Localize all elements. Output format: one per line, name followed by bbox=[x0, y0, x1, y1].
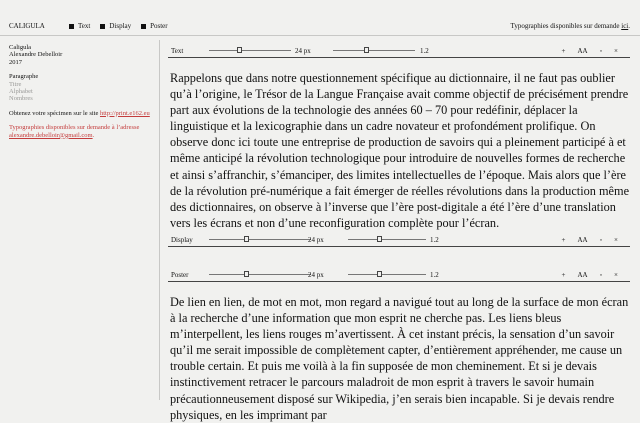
control-bar bbox=[168, 234, 630, 247]
size-value: 24 px bbox=[295, 47, 311, 55]
availability-text: Typographies disponibles sur demande bbox=[510, 22, 620, 30]
leading-slider[interactable] bbox=[333, 50, 415, 51]
specimen-text-area[interactable]: De lien en lien, de mot en mot, mon regard a navigué tout au long de la surface de mon écran à la recherche d’une information que mon esprit ne cherche pas. Les liens bleus m’interpellent, les liens rouges m’avertissent. À cet instant précis, la sensation d’un savoir qu’il me serait impossible de complètement capter, d’entièrement appréhender, me cause un trouble certain. Et puis me voilà à la fin supposée de mon cheminement. Et si je devais instinctivement retracer le parcours maladroit de mon esprit à travers le savoir humain précautionneusement disposé sur Wikipedia, j’en serais bien incapable. Si je devais rendre physiques, en les imprimant par bbox=[170, 295, 629, 422]
leading-slider[interactable] bbox=[348, 274, 426, 275]
slider-knob[interactable] bbox=[244, 236, 249, 242]
request-text: Typographies disponibles sur demande à l’adresse bbox=[9, 124, 140, 132]
availability-note bbox=[511, 23, 630, 30]
nav-item-label: Display bbox=[109, 22, 132, 30]
email-end: . bbox=[92, 131, 95, 139]
square-icon bbox=[141, 24, 146, 29]
style-item-title[interactable]: Titre bbox=[9, 80, 22, 88]
font-year: 2017 bbox=[9, 58, 22, 66]
availability-link[interactable]: ici bbox=[621, 22, 629, 30]
font-name: Caligula bbox=[9, 44, 32, 51]
leading-slider[interactable] bbox=[348, 239, 426, 240]
control-bar bbox=[168, 45, 630, 58]
leading-value: 1.2 bbox=[430, 271, 439, 279]
availability-end: . bbox=[628, 22, 630, 30]
panel-tools bbox=[561, 45, 618, 57]
column-divider bbox=[159, 40, 160, 400]
style-list bbox=[9, 73, 154, 103]
specimen-link[interactable]: http://print.e162.eu bbox=[99, 109, 150, 117]
style-item-alphabet[interactable]: Alphabet bbox=[9, 88, 33, 96]
control-bar bbox=[168, 269, 630, 282]
case-icon[interactable]: AA bbox=[577, 271, 588, 279]
add-icon[interactable]: + bbox=[561, 47, 566, 55]
panel-tools bbox=[561, 234, 618, 246]
close-icon[interactable]: × bbox=[614, 271, 618, 279]
specimen-note bbox=[9, 110, 154, 117]
specimen-text: Obtenez votre spécimen sur le site bbox=[9, 109, 99, 117]
panel-label: Poster bbox=[171, 271, 189, 279]
add-icon[interactable]: + bbox=[561, 271, 566, 279]
specimen-text-area[interactable]: Rappelons que dans notre questionnement spécifique au dictionnaire, il ne faut pas oublier qu’à l’origine, le Trésor de la Langue Française avait comme objectif de précisément prendre part aux évolutions de la technologie des années 60 – 70 pour redéfinir, déplacer la linguistique et la lexicographie dans un cadre novateur et profondément prolifique. On observe donc ici toute une entreprise de production de savoirs qui a pleinement participé à et même anticipé la révolution technologique pour introduire de nouvelles formes de recherche et ainsi s’affranchir, s’émanciper, des limites intellectuelles de l’époque. Mais alors que l’ère de la révolution pré-numérique a fait émerger de réelles révolutions dans la production même des dictionnaires, on observe à l’inverse que l’ère post-digitale a été l’ère d’une translation vers les écrans et non d’une reconfiguration complète pour l’écran. bbox=[170, 71, 630, 230]
style-icon[interactable]: ◦ bbox=[599, 271, 603, 279]
close-icon[interactable]: × bbox=[614, 47, 618, 55]
email-link[interactable]: alexandre.debelloir@gmail.com bbox=[9, 131, 93, 139]
panel-tools bbox=[561, 269, 618, 281]
add-icon[interactable]: + bbox=[561, 236, 566, 244]
square-icon bbox=[69, 24, 74, 29]
size-slider[interactable] bbox=[209, 239, 311, 240]
style-icon[interactable]: ◦ bbox=[599, 47, 603, 55]
nav-item-poster[interactable] bbox=[141, 23, 168, 30]
style-item-paragraph[interactable]: Paragraphe bbox=[9, 73, 39, 81]
style-icon[interactable]: ◦ bbox=[599, 236, 603, 244]
square-icon bbox=[100, 24, 105, 29]
size-slider[interactable] bbox=[209, 274, 311, 275]
nav-item-text[interactable] bbox=[69, 23, 90, 30]
nav-menu bbox=[69, 23, 168, 30]
brand-name[interactable]: CALIGULA bbox=[9, 22, 45, 30]
request-note bbox=[9, 124, 154, 139]
panel-text bbox=[168, 45, 630, 231]
size-value: 24 px bbox=[308, 271, 324, 279]
style-item-numbers[interactable]: Nombres bbox=[9, 95, 33, 103]
panel-label: Text bbox=[171, 47, 184, 55]
panel-label: Display bbox=[171, 236, 193, 244]
slider-knob[interactable] bbox=[364, 47, 369, 53]
slider-knob[interactable] bbox=[377, 236, 382, 242]
slider-knob[interactable] bbox=[377, 271, 382, 277]
slider-knob[interactable] bbox=[244, 271, 249, 277]
leading-value: 1.2 bbox=[430, 236, 439, 244]
top-bar bbox=[0, 0, 640, 36]
case-icon[interactable]: AA bbox=[577, 236, 588, 244]
close-icon[interactable]: × bbox=[614, 236, 618, 244]
font-author: Alexandre Debelloir bbox=[9, 51, 63, 59]
font-info bbox=[9, 44, 154, 66]
slider-knob[interactable] bbox=[237, 47, 242, 53]
nav-item-label: Text bbox=[78, 22, 91, 30]
sidebar bbox=[9, 44, 154, 146]
size-value: 24 px bbox=[308, 236, 324, 244]
size-slider[interactable] bbox=[209, 50, 291, 51]
case-icon[interactable]: AA bbox=[577, 47, 588, 55]
nav-item-label: Poster bbox=[150, 22, 168, 30]
nav-item-display[interactable] bbox=[100, 23, 131, 30]
leading-value: 1.2 bbox=[420, 47, 429, 55]
panel-display bbox=[168, 234, 630, 247]
